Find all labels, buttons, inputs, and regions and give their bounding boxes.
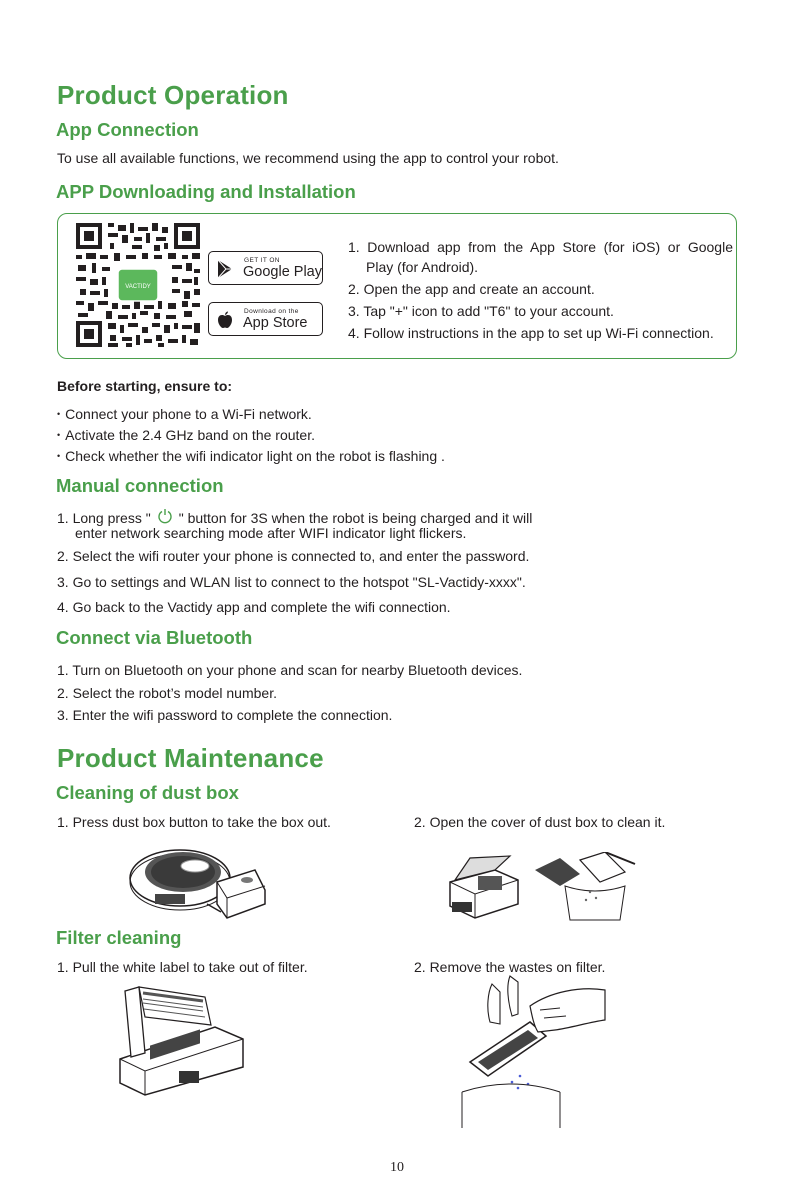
download-steps <box>348 238 733 346</box>
filter-clean-illustration <box>460 972 610 1130</box>
before-starting-heading: Before starting, ensure to: <box>57 378 233 394</box>
manual-step-3: 3. Go to settings and WLAN list to connect to the hotspot "SL-Vactidy-xxxx". <box>57 574 526 590</box>
qr-logo-label: VACTIDY <box>125 284 151 290</box>
manual-step-1-cont: enter network searching mode after WIFI indicator light flickers. <box>75 525 467 541</box>
before-item-1: • Connect your phone to a Wi-Fi network. <box>57 405 312 426</box>
google-play-small-text: GET IT ON <box>244 257 280 264</box>
manual-step-4: 4. Go back to the Vactidy app and complete the wifi connection. <box>57 599 451 615</box>
bluetooth-heading: Connect via Bluetooth <box>56 627 253 648</box>
manual-step-1-a: 1. Long press " <box>57 510 151 526</box>
download-step-3: 3. Tap "+" icon to add "T6" to your account. <box>348 302 614 319</box>
product-operation-title: Product Operation <box>57 80 289 110</box>
google-play-badge[interactable] <box>208 251 323 285</box>
download-step-4: 4. Follow instructions in the app to set up Wi-Fi connection. <box>348 324 714 341</box>
qr-code <box>74 221 202 349</box>
bluetooth-step-2: 2. Select the robot’s model number. <box>57 685 277 701</box>
filter-removal-illustration <box>115 983 245 1098</box>
download-step-1: 1. Download app from the App Store (for iOS) or Google <box>348 239 733 255</box>
bluetooth-step-3: 3. Enter the wifi password to complete the connection. <box>57 707 393 723</box>
manual-connection-heading: Manual connection <box>56 475 224 496</box>
power-icon <box>157 508 173 524</box>
dust-box-heading: Cleaning of dust box <box>56 782 239 803</box>
filter-step-1: 1. Pull the white label to take out of filter. <box>57 959 308 975</box>
app-downloading-heading: APP Downloading and Installation <box>56 181 356 202</box>
app-connection-heading: App Connection <box>56 119 199 140</box>
apple-icon <box>215 310 235 330</box>
download-step-2: 2. Open the app and create an account. <box>348 280 595 297</box>
open-dust-box-illustration <box>440 852 645 924</box>
app-store-badge[interactable] <box>208 302 323 336</box>
google-play-big-text: Google Play <box>243 264 322 280</box>
filter-cleaning-heading: Filter cleaning <box>56 927 182 948</box>
manual-step-1-b: " button for 3S when the robot is being charged and it will <box>178 510 533 526</box>
app-connection-text: To use all available functions, we recommend using the app to control your robot. <box>57 150 559 166</box>
dust-box-step-2: 2. Open the cover of dust box to clean it. <box>414 814 666 830</box>
robot-dust-box-illustration <box>125 842 270 922</box>
bluetooth-step-1: 1. Turn on Bluetooth on your phone and scan for nearby Bluetooth devices. <box>57 662 523 678</box>
google-play-icon <box>215 259 235 279</box>
manual-step-2: 2. Select the wifi router your phone is connected to, and enter the password. <box>57 548 530 564</box>
app-store-small-text: Download on the <box>244 308 299 315</box>
dust-box-step-1: 1. Press dust box button to take the box out. <box>57 814 331 830</box>
app-store-big-text: App Store <box>243 315 308 331</box>
page-number: 10 <box>390 1160 404 1175</box>
product-maintenance-title: Product Maintenance <box>57 743 324 773</box>
before-item-3: • Check whether the wifi indicator light on the robot is flashing . <box>57 447 445 468</box>
filter-step-2: 2. Remove the wastes on filter. <box>414 959 606 975</box>
app-download-box <box>57 213 737 359</box>
before-item-2: • Activate the 2.4 GHz band on the router. <box>57 426 315 447</box>
download-step-1-cont: Play (for Android). <box>366 258 479 275</box>
